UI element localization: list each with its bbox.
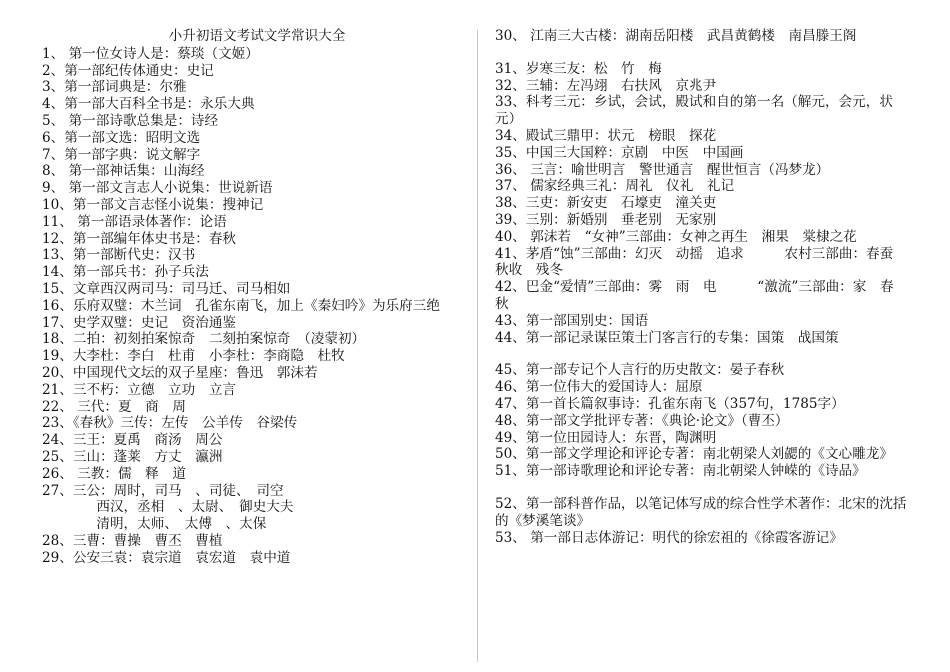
list-item: 45、第一部专记个人言行的历史散文：晏子春秋 <box>495 362 785 379</box>
document-title: 小升初语文考试文学常识大全 <box>168 28 346 44</box>
list-item: 30、 江南三大古楼：湖南岳阳楼 武昌黄鹤楼 南昌滕王阁 <box>495 28 857 44</box>
list-item: 14、第一部兵书：孙子兵法 <box>42 264 209 281</box>
blank-line <box>495 346 913 362</box>
blank-line <box>495 480 913 496</box>
list-item: 7、第一部字典：说文解字 <box>42 146 201 163</box>
list-item: 47、第一首长篇叙事诗：孔雀东南飞（357句，1785字） <box>495 395 845 412</box>
list-item: 39、三别：新婚别 垂老别 无家别 <box>495 211 717 228</box>
list-item: 3、第一部词典是：尔雅 <box>42 79 187 96</box>
list-item: 42、巴金“爱情”三部曲：雾 雨 电 “激流”三部曲：家 春 秋 <box>495 279 908 312</box>
list-item: 21、三不朽：立德 立功 立言 <box>42 381 237 398</box>
list-item: 清明，太师、 太傅 、太保 <box>42 516 267 533</box>
list-item: 10、第一部文言志怪小说集：搜神记 <box>42 196 264 213</box>
left-column <box>42 28 462 567</box>
right-lines-list <box>495 28 913 546</box>
list-item: 23、《春秋》三传：左传 公羊传 谷梁传 <box>42 415 298 432</box>
list-item: 19、大李杜：李白 杜甫 小李杜：李商隐 杜牧 <box>42 348 345 365</box>
list-item: 34、殿试三鼎甲：状元 榜眼 探花 <box>495 127 717 144</box>
list-item: 31、岁寒三友：松 竹 梅 <box>495 60 662 77</box>
list-item: 38、三吏：新安吏 石壕吏 潼关吏 <box>495 195 717 212</box>
right-column <box>495 28 913 546</box>
list-item: 41、茅盾“蚀”三部曲：幻灭 动摇 追求 农村三部曲：春蚕 秋收 残冬 <box>495 245 907 279</box>
list-item: 4、第一部大百科全书是：永乐大典 <box>42 96 255 113</box>
list-item: 49、第一位田园诗人：东晋，陶渊明 <box>495 429 717 446</box>
left-lines-list <box>42 46 462 567</box>
list-item: 26、 三教：儒 释 道 <box>42 465 186 482</box>
list-item: 25、三山：蓬莱 方丈 瀛洲 <box>42 448 223 465</box>
list-item: 24、三王：夏禹 商汤 周公 <box>42 432 223 449</box>
list-item: 8、 第一部神话集：山海经 <box>42 163 205 180</box>
list-item: 29、公安三袁：袁宗道 袁宏道 袁中道 <box>42 549 291 566</box>
list-item: 51、第一部诗歌理论和评论专著：南北朝梁人钟嵘的《诗品》 <box>495 463 866 480</box>
list-item: 28、三曹：曹操 曹丕 曹植 <box>42 532 223 549</box>
list-item: 9、 第一部文言志人小说集：世说新语 <box>42 180 273 197</box>
list-item: 36、 三言：喻世明言 警世通言 醒世恒言（冯梦龙） <box>495 161 830 178</box>
list-item: 16、乐府双璧：木兰词 孔雀东南飞，加上《秦妇吟》为乐府三绝 <box>42 297 440 314</box>
list-item: 48、第一部文学批评专著：《典论·论文》（曹丕） <box>495 412 789 429</box>
list-item: 5、 第一部诗歌总集是：诗经 <box>42 112 219 129</box>
column-divider <box>477 30 478 662</box>
list-item: 43、第一部国别史：国语 <box>495 312 649 329</box>
list-item: 37、 儒家经典三礼：周礼 仪礼 礼记 <box>495 178 735 195</box>
list-item: 35、中国三大国粹：京剧 中医 中国画 <box>495 144 744 161</box>
list-item: 50、第一部文学理论和评论专著：南北朝梁人刘勰的《文心雕龙》 <box>495 446 893 463</box>
list-item: 53、 第一部日志体游记：明代的徐宏祖的《徐霞客游记》 <box>495 529 843 546</box>
list-item: 13、第一部断代史：汉书 <box>42 247 196 264</box>
list-item: 1、 第一位女诗人是：蔡琰（文姬） <box>42 45 259 62</box>
blank-line <box>495 45 913 61</box>
list-item: 17、史学双璧：史记 资治通鉴 <box>42 314 237 331</box>
list-item: 18、二拍：初刻拍案惊奇 二刻拍案惊奇 （凌蒙初） <box>42 331 366 348</box>
list-item: 2、第一部纪传体通史：史记 <box>42 62 214 79</box>
list-item: 27、三公：周时，司马 、司徒、 司空 <box>42 482 284 499</box>
list-item: 西汉，丞相 、太尉、 御史大夫 <box>42 499 294 516</box>
list-item: 33、科考三元：乡试，会试，殿试和自的第一名（解元，会元，状元） <box>495 94 893 128</box>
list-item: 12、第一部编年体史书是：春秋 <box>42 230 237 247</box>
list-item: 6、第一部文选：昭明文选 <box>42 129 201 146</box>
list-item: 11、 第一部语录体著作：论语 <box>42 213 227 230</box>
list-item: 46、第一位伟大的爱国诗人：屈原 <box>495 379 703 396</box>
list-item: 20、中国现代文坛的双子星座：鲁迅 郭沫若 <box>42 364 318 381</box>
list-item: 40、 郭沫若 “女神”三部曲：女神之再生 湘果 棠棣之花 <box>495 228 857 245</box>
list-item: 52、第一部科普作品，以笔记体写成的综合性学术著作：北宋的沈括的《梦溪笔谈》 <box>495 495 907 529</box>
list-item: 32、三辅：左冯翊 右扶风 京兆尹 <box>495 77 717 94</box>
list-item: 44、第一部记录谋臣策士门客言行的专集：国策 战国策 <box>495 329 839 346</box>
list-item: 15、文章西汉两司马：司马迁、司马相如 <box>42 280 291 297</box>
list-item: 22、 三代：夏 商 周 <box>42 398 186 415</box>
